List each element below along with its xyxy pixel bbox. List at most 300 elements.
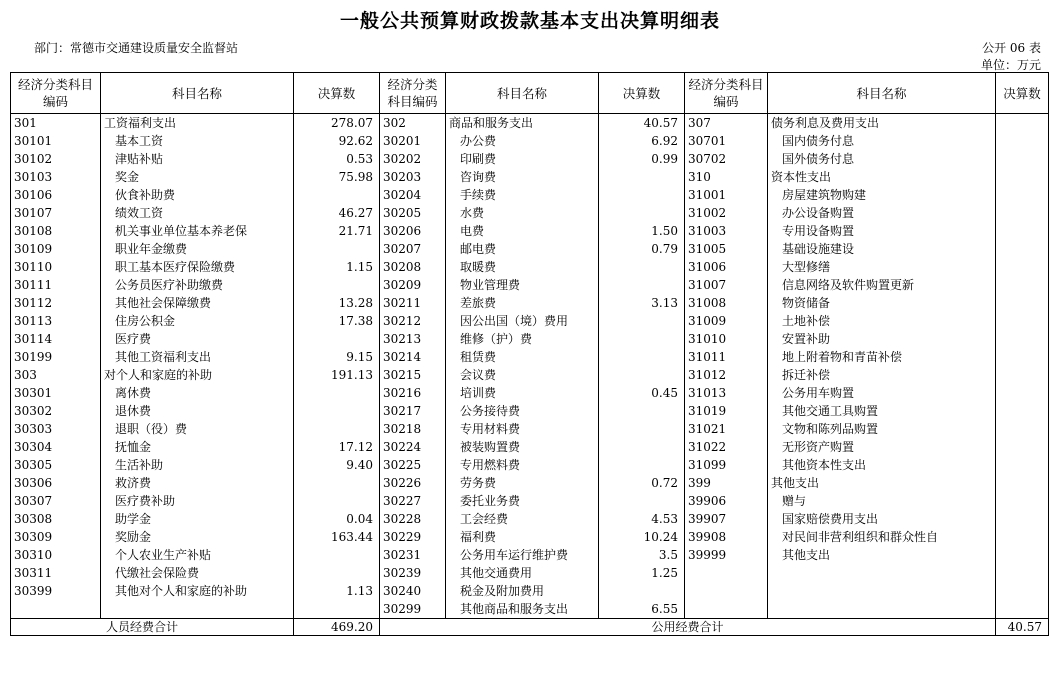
cell-amount xyxy=(599,168,685,186)
cell-code: 307 xyxy=(685,114,768,133)
header-amount: 决算数 xyxy=(996,73,1049,114)
cell-code: 30304 xyxy=(11,438,101,456)
cell-code: 399 xyxy=(685,474,768,492)
department-label: 部门：常德市交通建设质量安全监督站 xyxy=(34,41,239,55)
cell-amount: 0.45 xyxy=(599,384,685,402)
cell-code: 30218 xyxy=(380,420,446,438)
cell-name: 助学金 xyxy=(101,510,294,528)
cell-code: 30224 xyxy=(380,438,446,456)
cell-code: 31019 xyxy=(685,402,768,420)
cell-code: 30701 xyxy=(685,132,768,150)
cell-code: 31011 xyxy=(685,348,768,366)
cell-name: 信息网络及软件购置更新 xyxy=(768,276,996,294)
cell-code: 39907 xyxy=(685,510,768,528)
cell-amount xyxy=(294,600,380,619)
table-row xyxy=(11,240,1049,258)
cell-name: 公务接待费 xyxy=(446,402,599,420)
cell-amount xyxy=(996,312,1049,330)
cell-code xyxy=(685,600,768,619)
cell-amount xyxy=(996,528,1049,546)
cell-amount xyxy=(996,582,1049,600)
cell-amount xyxy=(996,114,1049,133)
cell-code: 30225 xyxy=(380,456,446,474)
cell-code: 30240 xyxy=(380,582,446,600)
cell-name: 手续费 xyxy=(446,186,599,204)
cell-name xyxy=(768,600,996,619)
cell-name: 其他对个人和家庭的补助 xyxy=(101,582,294,600)
cell-code: 30214 xyxy=(380,348,446,366)
cell-name: 商品和服务支出 xyxy=(446,114,599,133)
cell-amount xyxy=(294,186,380,204)
cell-code: 31007 xyxy=(685,276,768,294)
table-row xyxy=(11,366,1049,384)
cell-amount xyxy=(996,294,1049,312)
cell-amount: 0.53 xyxy=(294,150,380,168)
form-number: 公开 06 表 xyxy=(982,41,1041,55)
cell-name: 生活补助 xyxy=(101,456,294,474)
table-row xyxy=(11,438,1049,456)
header-name: 科目名称 xyxy=(446,73,599,114)
cell-name: 办公费 xyxy=(446,132,599,150)
header-code: 经济分类科目编码 xyxy=(380,73,446,114)
table-row xyxy=(11,474,1049,492)
cell-amount xyxy=(599,258,685,276)
cell-name xyxy=(768,564,996,582)
unit-label: 单位：万元 xyxy=(980,58,1041,72)
cell-amount: 6.55 xyxy=(599,600,685,619)
cell-name: 医疗费补助 xyxy=(101,492,294,510)
cell-name: 被装购置费 xyxy=(446,438,599,456)
cell-name: 水费 xyxy=(446,204,599,222)
public-total-value: 40.57 xyxy=(996,619,1049,636)
header-code: 经济分类科目编码 xyxy=(685,73,768,114)
cell-amount xyxy=(996,600,1049,619)
cell-name: 对民间非营利组织和群众性自 xyxy=(768,528,996,546)
cell-name: 对个人和家庭的补助 xyxy=(101,366,294,384)
cell-name: 国内债务付息 xyxy=(768,132,996,150)
cell-code: 39906 xyxy=(685,492,768,510)
cell-name: 资本性支出 xyxy=(768,168,996,186)
cell-code: 30226 xyxy=(380,474,446,492)
table-row xyxy=(11,582,1049,600)
cell-amount xyxy=(996,492,1049,510)
header-name: 科目名称 xyxy=(101,73,294,114)
cell-code: 310 xyxy=(685,168,768,186)
cell-amount xyxy=(996,474,1049,492)
cell-code: 31001 xyxy=(685,186,768,204)
cell-code: 30199 xyxy=(11,348,101,366)
cell-amount xyxy=(294,474,380,492)
cell-amount: 17.38 xyxy=(294,312,380,330)
personnel-total-label: 人员经费合计 xyxy=(11,619,294,636)
cell-code xyxy=(685,564,768,582)
cell-code: 31022 xyxy=(685,438,768,456)
cell-name: 专用燃料费 xyxy=(446,456,599,474)
cell-amount xyxy=(996,240,1049,258)
cell-amount xyxy=(996,546,1049,564)
cell-name: 会议费 xyxy=(446,366,599,384)
cell-code: 30110 xyxy=(11,258,101,276)
cell-name: 物资储备 xyxy=(768,294,996,312)
totals-row xyxy=(11,619,1049,636)
cell-name: 文物和陈列品购置 xyxy=(768,420,996,438)
cell-code: 31012 xyxy=(685,366,768,384)
cell-code: 31003 xyxy=(685,222,768,240)
table-header-row xyxy=(11,73,1049,114)
cell-amount xyxy=(996,132,1049,150)
table-row xyxy=(11,150,1049,168)
cell-amount: 9.15 xyxy=(294,348,380,366)
cell-amount xyxy=(996,510,1049,528)
cell-code: 30203 xyxy=(380,168,446,186)
cell-amount xyxy=(599,456,685,474)
cell-code: 31008 xyxy=(685,294,768,312)
cell-name: 职业年金缴费 xyxy=(101,240,294,258)
cell-name: 无形资产购置 xyxy=(768,438,996,456)
cell-name: 退职（役）费 xyxy=(101,420,294,438)
cell-name: 基础设施建设 xyxy=(768,240,996,258)
table-row xyxy=(11,114,1049,133)
table-row xyxy=(11,492,1049,510)
cell-amount xyxy=(294,492,380,510)
cell-amount: 1.13 xyxy=(294,582,380,600)
table-row xyxy=(11,276,1049,294)
cell-amount xyxy=(294,564,380,582)
cell-code: 30302 xyxy=(11,402,101,420)
cell-name: 劳务费 xyxy=(446,474,599,492)
cell-amount xyxy=(599,348,685,366)
cell-name: 福利费 xyxy=(446,528,599,546)
cell-name: 物业管理费 xyxy=(446,276,599,294)
personnel-total-value: 469.20 xyxy=(294,619,380,636)
cell-code: 31006 xyxy=(685,258,768,276)
cell-code: 30216 xyxy=(380,384,446,402)
table-row xyxy=(11,402,1049,420)
cell-code: 30204 xyxy=(380,186,446,204)
cell-amount: 17.12 xyxy=(294,438,380,456)
cell-code: 30307 xyxy=(11,492,101,510)
cell-amount: 1.50 xyxy=(599,222,685,240)
table-row xyxy=(11,258,1049,276)
cell-amount xyxy=(996,276,1049,294)
cell-code: 30311 xyxy=(11,564,101,582)
cell-name: 专用设备购置 xyxy=(768,222,996,240)
cell-name: 伙食补助费 xyxy=(101,186,294,204)
cell-code: 30101 xyxy=(11,132,101,150)
cell-name: 基本工资 xyxy=(101,132,294,150)
cell-name: 公务用车运行维护费 xyxy=(446,546,599,564)
cell-name: 绩效工资 xyxy=(101,204,294,222)
cell-name: 住房公积金 xyxy=(101,312,294,330)
cell-name: 公务用车购置 xyxy=(768,384,996,402)
cell-code: 30107 xyxy=(11,204,101,222)
cell-name: 其他工资福利支出 xyxy=(101,348,294,366)
cell-code: 30108 xyxy=(11,222,101,240)
table-row xyxy=(11,294,1049,312)
cell-name: 债务利息及费用支出 xyxy=(768,114,996,133)
cell-amount xyxy=(996,402,1049,420)
cell-code: 30229 xyxy=(380,528,446,546)
cell-code: 30299 xyxy=(380,600,446,619)
cell-code: 303 xyxy=(11,366,101,384)
cell-code: 30399 xyxy=(11,582,101,600)
cell-amount xyxy=(996,150,1049,168)
cell-code: 30301 xyxy=(11,384,101,402)
cell-code: 30228 xyxy=(380,510,446,528)
cell-amount xyxy=(996,366,1049,384)
cell-code: 30213 xyxy=(380,330,446,348)
cell-amount: 10.24 xyxy=(599,528,685,546)
cell-amount xyxy=(996,564,1049,582)
cell-code: 30211 xyxy=(380,294,446,312)
cell-name: 个人农业生产补贴 xyxy=(101,546,294,564)
header-amount: 决算数 xyxy=(599,73,685,114)
table-row xyxy=(11,132,1049,150)
public-total-label: 公用经费合计 xyxy=(380,619,996,636)
cell-code: 31013 xyxy=(685,384,768,402)
cell-amount xyxy=(996,420,1049,438)
cell-name xyxy=(768,582,996,600)
cell-amount xyxy=(294,420,380,438)
cell-name: 土地补偿 xyxy=(768,312,996,330)
cell-name: 离休费 xyxy=(101,384,294,402)
header-amount: 决算数 xyxy=(294,73,380,114)
cell-name: 委托业务费 xyxy=(446,492,599,510)
page-title: 一般公共预算财政拨款基本支出决算明细表 xyxy=(339,10,720,32)
cell-amount: 3.5 xyxy=(599,546,685,564)
cell-code: 30202 xyxy=(380,150,446,168)
cell-name: 安置补助 xyxy=(768,330,996,348)
cell-name: 退休费 xyxy=(101,402,294,420)
cell-name: 工会经费 xyxy=(446,510,599,528)
cell-name: 租赁费 xyxy=(446,348,599,366)
cell-amount xyxy=(996,438,1049,456)
cell-amount: 163.44 xyxy=(294,528,380,546)
cell-amount: 6.92 xyxy=(599,132,685,150)
cell-code: 30217 xyxy=(380,402,446,420)
cell-code: 30112 xyxy=(11,294,101,312)
cell-amount xyxy=(996,204,1049,222)
cell-name: 津贴补贴 xyxy=(101,150,294,168)
cell-amount xyxy=(599,204,685,222)
cell-name: 差旅费 xyxy=(446,294,599,312)
header-code: 经济分类科目编码 xyxy=(11,73,101,114)
cell-amount: 278.07 xyxy=(294,114,380,133)
cell-code: 302 xyxy=(380,114,446,133)
table-row xyxy=(11,420,1049,438)
table-row xyxy=(11,564,1049,582)
cell-name: 培训费 xyxy=(446,384,599,402)
cell-name: 其他商品和服务支出 xyxy=(446,600,599,619)
cell-name: 职工基本医疗保险缴费 xyxy=(101,258,294,276)
cell-amount xyxy=(599,402,685,420)
cell-name: 邮电费 xyxy=(446,240,599,258)
cell-amount xyxy=(294,276,380,294)
table-row xyxy=(11,546,1049,564)
cell-code: 30206 xyxy=(380,222,446,240)
cell-name: 公务员医疗补助缴费 xyxy=(101,276,294,294)
cell-code: 30212 xyxy=(380,312,446,330)
cell-code: 30305 xyxy=(11,456,101,474)
cell-name: 税金及附加费用 xyxy=(446,582,599,600)
cell-code: 31010 xyxy=(685,330,768,348)
cell-amount xyxy=(599,420,685,438)
cell-amount: 1.25 xyxy=(599,564,685,582)
cell-amount xyxy=(294,384,380,402)
cell-amount xyxy=(294,240,380,258)
cell-amount: 0.79 xyxy=(599,240,685,258)
cell-amount: 3.13 xyxy=(599,294,685,312)
table-row xyxy=(11,168,1049,186)
cell-name: 奖励金 xyxy=(101,528,294,546)
cell-code: 30114 xyxy=(11,330,101,348)
cell-name: 拆迁补偿 xyxy=(768,366,996,384)
cell-code: 30239 xyxy=(380,564,446,582)
cell-name: 印刷费 xyxy=(446,150,599,168)
cell-code: 30303 xyxy=(11,420,101,438)
cell-amount: 13.28 xyxy=(294,294,380,312)
cell-code: 30205 xyxy=(380,204,446,222)
cell-code: 31021 xyxy=(685,420,768,438)
cell-name: 房屋建筑物购建 xyxy=(768,186,996,204)
cell-amount: 46.27 xyxy=(294,204,380,222)
cell-name: 奖金 xyxy=(101,168,294,186)
cell-amount xyxy=(599,276,685,294)
cell-name: 国家赔偿费用支出 xyxy=(768,510,996,528)
cell-amount: 40.57 xyxy=(599,114,685,133)
cell-amount xyxy=(599,330,685,348)
expenditure-table xyxy=(10,72,1049,636)
table-row xyxy=(11,330,1049,348)
cell-amount xyxy=(599,492,685,510)
table-row xyxy=(11,384,1049,402)
cell-name: 电费 xyxy=(446,222,599,240)
cell-amount: 0.99 xyxy=(599,150,685,168)
cell-code: 31099 xyxy=(685,456,768,474)
cell-name: 其他资本性支出 xyxy=(768,456,996,474)
cell-code: 301 xyxy=(11,114,101,133)
cell-code: 30308 xyxy=(11,510,101,528)
cell-amount xyxy=(294,402,380,420)
cell-name: 其他社会保障缴费 xyxy=(101,294,294,312)
cell-name: 抚恤金 xyxy=(101,438,294,456)
cell-name: 其他支出 xyxy=(768,474,996,492)
cell-amount xyxy=(996,258,1049,276)
cell-amount xyxy=(599,186,685,204)
cell-amount xyxy=(996,456,1049,474)
table-row xyxy=(11,204,1049,222)
cell-code: 30103 xyxy=(11,168,101,186)
cell-name: 大型修缮 xyxy=(768,258,996,276)
cell-code: 30102 xyxy=(11,150,101,168)
header-name: 科目名称 xyxy=(768,73,996,114)
table-row xyxy=(11,528,1049,546)
cell-code: 31002 xyxy=(685,204,768,222)
cell-name: 医疗费 xyxy=(101,330,294,348)
cell-code: 30231 xyxy=(380,546,446,564)
cell-code: 30106 xyxy=(11,186,101,204)
cell-amount xyxy=(996,330,1049,348)
cell-name: 咨询费 xyxy=(446,168,599,186)
cell-amount: 0.72 xyxy=(599,474,685,492)
cell-amount: 21.71 xyxy=(294,222,380,240)
cell-code: 30209 xyxy=(380,276,446,294)
cell-code: 30227 xyxy=(380,492,446,510)
cell-amount: 0.04 xyxy=(294,510,380,528)
cell-amount: 1.15 xyxy=(294,258,380,276)
cell-name: 其他交通费用 xyxy=(446,564,599,582)
cell-amount xyxy=(996,186,1049,204)
cell-code: 30109 xyxy=(11,240,101,258)
cell-name: 机关事业单位基本养老保 xyxy=(101,222,294,240)
cell-amount xyxy=(996,168,1049,186)
cell-amount xyxy=(294,546,380,564)
cell-name: 取暖费 xyxy=(446,258,599,276)
cell-name: 维修（护）费 xyxy=(446,330,599,348)
cell-code: 30215 xyxy=(380,366,446,384)
table-row xyxy=(11,312,1049,330)
table-row xyxy=(11,510,1049,528)
cell-amount xyxy=(599,312,685,330)
table-row xyxy=(11,600,1049,619)
cell-amount: 4.53 xyxy=(599,510,685,528)
cell-code: 30702 xyxy=(685,150,768,168)
cell-code: 31009 xyxy=(685,312,768,330)
table-row xyxy=(11,222,1049,240)
cell-name: 工资福利支出 xyxy=(101,114,294,133)
cell-code: 30207 xyxy=(380,240,446,258)
cell-name: 地上附着物和青苗补偿 xyxy=(768,348,996,366)
cell-amount xyxy=(996,384,1049,402)
cell-code: 30309 xyxy=(11,528,101,546)
cell-name: 办公设备购置 xyxy=(768,204,996,222)
cell-amount xyxy=(599,366,685,384)
cell-amount xyxy=(599,582,685,600)
cell-code: 30310 xyxy=(11,546,101,564)
cell-code: 39999 xyxy=(685,546,768,564)
cell-amount: 92.62 xyxy=(294,132,380,150)
cell-amount: 75.98 xyxy=(294,168,380,186)
cell-amount xyxy=(996,222,1049,240)
cell-code xyxy=(685,582,768,600)
cell-amount: 191.13 xyxy=(294,366,380,384)
cell-code: 30113 xyxy=(11,312,101,330)
cell-amount xyxy=(599,438,685,456)
cell-code xyxy=(11,600,101,619)
cell-amount xyxy=(996,348,1049,366)
cell-code: 39908 xyxy=(685,528,768,546)
cell-name: 其他支出 xyxy=(768,546,996,564)
table-row xyxy=(11,456,1049,474)
cell-amount xyxy=(294,330,380,348)
cell-name: 救济费 xyxy=(101,474,294,492)
cell-name: 代缴社会保险费 xyxy=(101,564,294,582)
cell-name: 赠与 xyxy=(768,492,996,510)
table-row xyxy=(11,186,1049,204)
cell-code: 30208 xyxy=(380,258,446,276)
cell-code: 30111 xyxy=(11,276,101,294)
cell-amount: 9.40 xyxy=(294,456,380,474)
cell-name: 因公出国（境）费用 xyxy=(446,312,599,330)
cell-name: 国外债务付息 xyxy=(768,150,996,168)
cell-code: 31005 xyxy=(685,240,768,258)
cell-code: 30306 xyxy=(11,474,101,492)
cell-code: 30201 xyxy=(380,132,446,150)
table-row xyxy=(11,348,1049,366)
cell-name: 专用材料费 xyxy=(446,420,599,438)
cell-name: 其他交通工具购置 xyxy=(768,402,996,420)
cell-name xyxy=(101,600,294,619)
